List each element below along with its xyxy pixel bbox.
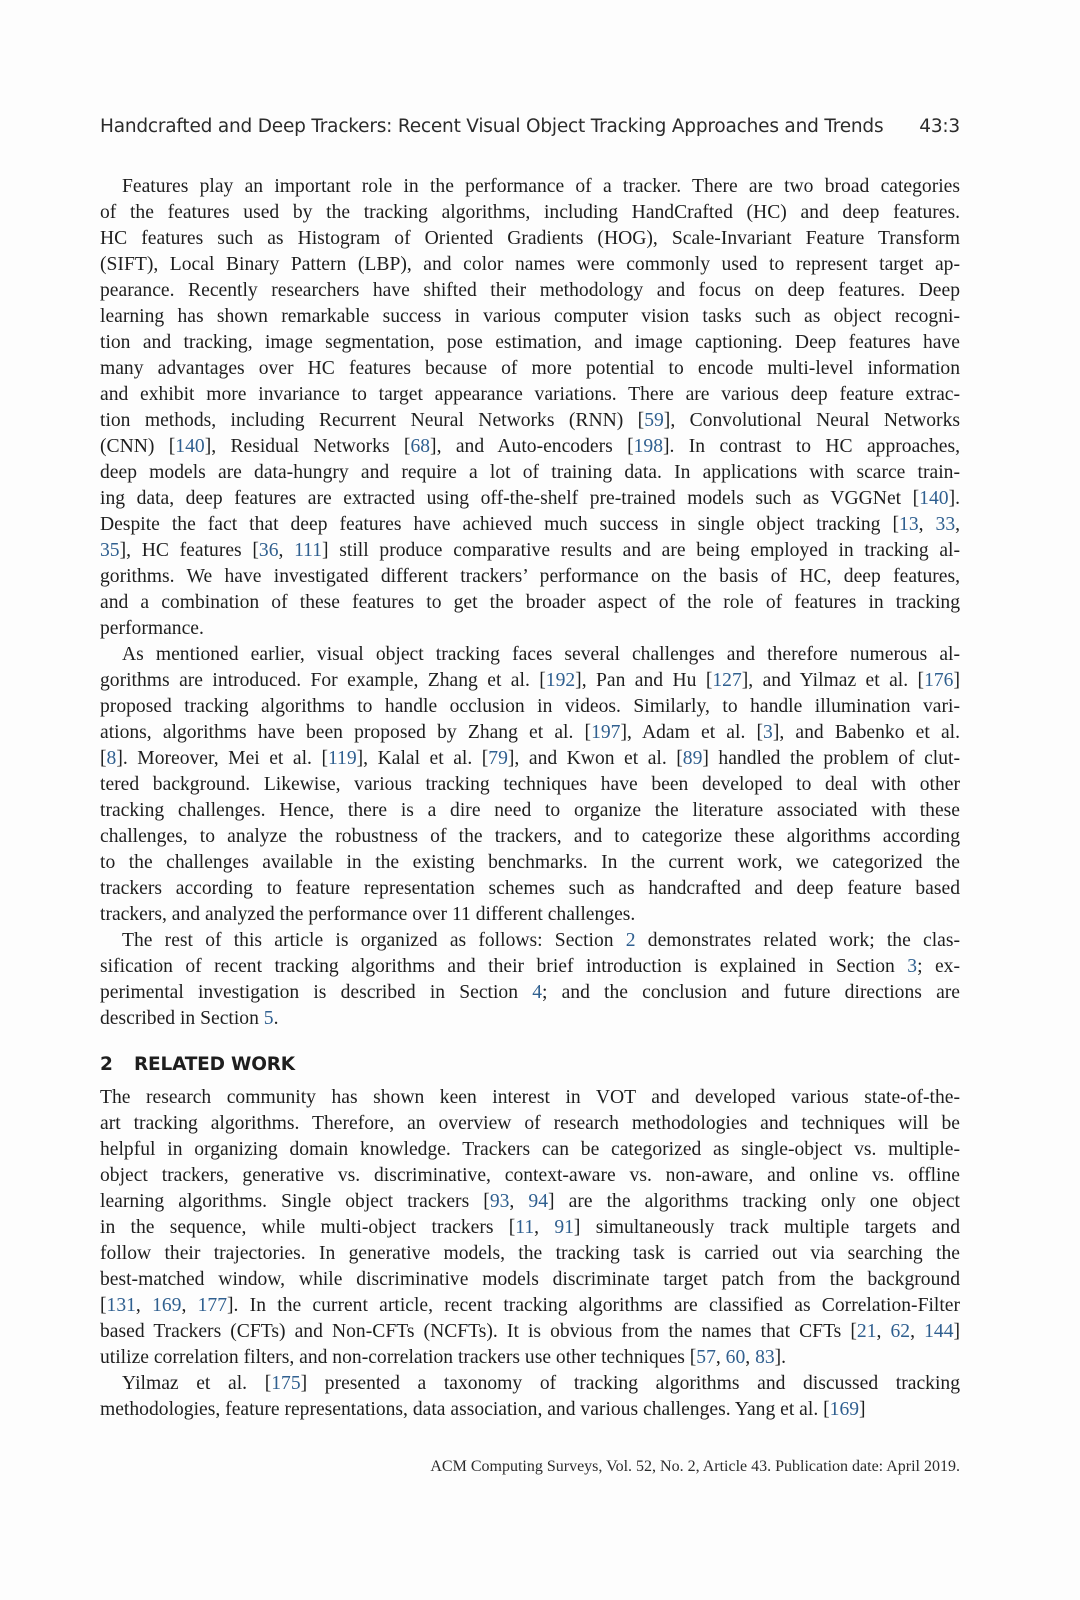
text-line [100,954,960,980]
citation-link[interactable]: 83 [755,1347,775,1368]
text-line [100,1397,960,1423]
text-line [100,382,960,408]
citation-link[interactable]: 35 [100,540,120,561]
paragraph [100,642,960,928]
text-line [100,824,960,850]
text-run: ] are the algorithms tracking only one object [548,1191,960,1212]
text-run: ing data, deep features are extracted using off-the-shelf pre-trained models such as VGGNet [ [100,488,920,509]
text-run: [ [100,748,107,769]
text-line [100,850,960,876]
text-run: ], Pan and Hu [ [575,670,713,691]
citation-link[interactable]: 169 [829,1399,860,1420]
page-number: 43:3 [919,116,960,137]
citation-link[interactable]: 62 [890,1321,911,1342]
text-line [100,460,960,486]
citation-link[interactable]: 169 [152,1295,182,1316]
text-line [100,1111,960,1137]
text-run: ]. In the current article, recent tracking algorithms are classified as Correlation-Filter [227,1295,961,1316]
citation-link[interactable]: 4 [532,982,542,1003]
citation-link[interactable]: 119 [327,748,357,769]
text-run: follow their trajectories. In generative models, the tracking task is carried out via searching the [100,1243,960,1264]
text-run: , [876,1321,891,1342]
text-run: ], Residual Networks [ [204,436,411,457]
text-run: object trackers, generative vs. discriminative, context-aware vs. non-aware, and online vs. offline [100,1165,960,1186]
text-run: demonstrates related work; the clas- [635,930,961,951]
text-run: trackers, and analyzed the performance over 11 different challenges. [100,904,636,925]
citation-link[interactable]: 175 [271,1373,301,1394]
text-line [100,304,960,330]
text-line [100,226,960,252]
text-line [100,746,960,772]
text-line [100,252,960,278]
text-run: tion and tracking, image segmentation, pose estimation, and image captioning. Deep features have [100,332,960,353]
running-title: Handcrafted and Deep Trackers: Recent Visual Object Tracking Approaches and Trends [100,116,884,137]
text-run: ]. Moreover, Mei et al. [ [116,748,328,769]
text-run: ] still produce comparative results and are being employed in tracking al- [322,540,960,561]
text-run: , [534,1217,555,1238]
citation-link[interactable]: 13 [899,514,919,535]
article-body [100,174,960,1423]
text-run: ] presented a taxonomy of tracking algorithms and discussed tracking [300,1373,960,1394]
text-run: [ [100,1295,107,1316]
text-run: proposed tracking algorithms to handle occlusion in videos. Similarly, to handle illumination vari- [100,696,960,717]
text-run: Despite the fact that deep features have achieved much success in single object tracking [ [100,514,900,535]
text-line [100,902,960,928]
text-run: best-matched window, while discriminative models discriminate target patch from the background [100,1269,960,1290]
text-line [100,928,960,954]
text-line [100,434,960,460]
text-line [100,616,960,642]
text-run: Yilmaz et al. [ [122,1373,272,1394]
citation-link[interactable]: 93 [489,1191,510,1212]
text-run: challenges, to analyze the robustness of the trackers, and to categorize these algorithms according [100,826,960,847]
citation-link[interactable]: 8 [106,748,117,769]
text-run: to the challenges available in the existing benchmarks. In the current work, we categorized the [100,852,960,873]
citation-link[interactable]: 91 [554,1217,574,1238]
text-run: ], HC features [ [119,540,259,561]
text-run: The research community has shown keen interest in VOT and developed various state-of-the- [100,1087,960,1108]
text-line [100,720,960,746]
text-run: many advantages over HC features because of more potential to encode multi-level information [100,358,960,379]
text-run: , [509,1191,529,1212]
text-line [100,356,960,382]
citation-link[interactable]: 198 [633,436,663,457]
text-line [100,772,960,798]
text-run: ; ex- [917,956,960,977]
text-run: . [273,1008,279,1029]
text-run: ], and Auto-encoders [ [430,436,634,457]
text-line [100,876,960,902]
citation-link[interactable]: 94 [528,1191,548,1212]
text-line [100,668,960,694]
text-run: ], and Kwon et al. [ [507,748,683,769]
text-line [100,486,960,512]
text-run: ], Adam et al. [ [620,722,764,743]
text-run: , [910,1321,925,1342]
text-run: , [918,514,936,535]
text-run: art tracking algorithms. Therefore, an overview of research methodologies and techniques will be [100,1113,960,1134]
text-line [100,1085,960,1111]
text-line [100,1267,960,1293]
text-line [100,1293,960,1319]
paragraph [100,1085,960,1371]
citation-link[interactable]: 197 [591,722,621,743]
citation-link[interactable]: 2 [625,930,636,951]
text-run: performance. [100,618,204,639]
text-run: utilize correlation filters, and non-correlation trackers use other techniques [ [100,1347,697,1368]
text-run: of the features used by the tracking algorithms, including HandCrafted (HC) and deep features. [100,202,960,223]
text-run: in the sequence, while multi-object trackers [ [100,1217,516,1238]
citation-link[interactable]: 140 [175,436,205,457]
citation-link[interactable]: 59 [644,410,664,431]
paragraph [100,928,960,1032]
citation-link[interactable]: 111 [294,540,323,561]
text-line [100,694,960,720]
text-line [100,1163,960,1189]
citation-link[interactable]: 68 [410,436,431,457]
citation-link[interactable]: 3 [763,722,773,743]
citation-link[interactable]: 60 [725,1347,746,1368]
text-run: (CNN) [ [100,436,176,457]
text-run: gorithms are introduced. For example, Zhang et al. [ [100,670,546,691]
text-run: ], and Yilmaz et al. [ [741,670,925,691]
intro-paragraphs [100,174,960,1032]
text-run: gorithms. We have investigated different trackers’ performance on the basis of HC, deep features, [100,566,960,587]
paragraph [100,174,960,642]
citation-link[interactable]: 3 [907,956,918,977]
text-line [100,408,960,434]
text-run: HC features such as Histogram of Oriented Gradients (HOG), Scale-Invariant Feature Transform [100,228,960,249]
text-run: tion methods, including Recurrent Neural Networks (RNN) [ [100,410,645,431]
text-run: based Trackers (CFTs) and Non-CFTs (NCFTs). It is obvious from the names that CFTs [ [100,1321,857,1342]
text-line [100,590,960,616]
paragraph [100,1371,960,1423]
text-line [100,200,960,226]
text-line [100,1319,960,1345]
citation-link[interactable]: 89 [682,748,703,769]
text-run: methodologies, feature representations, data association, and various challenges. Yang et al. [ [100,1399,830,1420]
text-line [100,1345,960,1371]
text-line [100,798,960,824]
text-run: (SIFT), Local Binary Pattern (LBP), and color names were commonly used to represent target ap- [100,254,960,275]
text-run: , [181,1295,198,1316]
text-line [100,564,960,590]
text-run: helpful in organizing domain knowledge. Trackers can be categorized as single-object vs. multiple- [100,1139,960,1160]
citation-link[interactable]: 177 [197,1295,228,1316]
text-run: and exhibit more invariance to target appearance variations. There are various deep feature extrac- [100,384,960,405]
text-run: tracking challenges. Hence, there is a dire need to organize the literature associated with these [100,800,960,821]
text-line [100,1006,960,1032]
text-run: trackers according to feature representation schemes such as handcrafted and deep feature based [100,878,960,899]
text-run: ]. [774,1347,787,1368]
text-run: , [135,1295,153,1316]
text-run: ] [953,670,960,691]
text-run: sification of recent tracking algorithms and their brief introduction is explained in Section [100,956,908,977]
text-run: ]. [948,488,960,509]
text-run: pearance. Recently researchers have shifted their methodology and focus on deep features. Deep [100,280,960,301]
text-run: , [955,514,961,535]
text-line [100,1241,960,1267]
text-run: ] [859,1399,866,1420]
text-run: ations, algorithms have been proposed by Zhang et al. [ [100,722,592,743]
text-run: perimental investigation is described in Section [100,982,533,1003]
text-line [100,1371,960,1397]
text-run: learning has shown remarkable success in various computer vision tasks such as object recogni- [100,306,960,327]
text-run: ] simultaneously track multiple targets and [573,1217,960,1238]
text-run: ] [953,1321,961,1342]
text-line [100,330,960,356]
text-run: learning algorithms. Single object trackers [ [100,1191,490,1212]
text-line [100,512,960,538]
text-run: and a combination of these features to get the broader aspect of the role of features in tracking [100,592,960,613]
text-line [100,1215,960,1241]
text-line [100,980,960,1006]
citation-link[interactable]: 140 [919,488,949,509]
section-number: 2 [100,1054,113,1075]
text-run: ] handled the problem of clut- [702,748,960,769]
citation-link[interactable]: 36 [258,540,279,561]
citation-link[interactable]: 57 [696,1347,716,1368]
text-run: ], Convolutional Neural Networks [663,410,960,431]
section-title: RELATED WORK [134,1054,295,1075]
text-run: ; and the conclusion and future directions are [541,982,960,1003]
text-run: Features play an important role in the performance of a tracker. There are two broad categories [122,176,960,197]
text-run: , [278,540,295,561]
citation-link[interactable]: 144 [924,1321,954,1342]
text-line [100,642,960,668]
text-run: , [745,1347,756,1368]
citation-link[interactable]: 21 [856,1321,877,1342]
text-run: , [715,1347,726,1368]
text-run: ], Kalal et al. [ [356,748,489,769]
citation-link[interactable]: 127 [712,670,742,691]
related-work-paragraphs [100,1085,960,1423]
text-run: tered background. Likewise, various tracking techniques have been developed to deal with other [100,774,960,795]
text-run: described in Section [100,1008,264,1029]
journal-footer: ACM Computing Surveys, Vol. 52, No. 2, Article 43. Publication date: April 2019. [430,1458,960,1475]
citation-link[interactable]: 5 [263,1008,274,1029]
text-line [100,278,960,304]
text-run: The rest of this article is organized as follows: Section [122,930,626,951]
text-line [100,174,960,200]
text-run: As mentioned earlier, visual object tracking faces several challenges and therefore numerous al- [122,644,960,665]
text-line [100,538,960,564]
section-heading [100,1052,960,1078]
text-line [100,1189,960,1215]
citation-link[interactable]: 176 [924,670,954,691]
text-line [100,1137,960,1163]
citation-link[interactable]: 11 [515,1217,535,1238]
text-run: ]. In contrast to HC approaches, [663,436,961,457]
text-run: ], and Babenko et al. [772,722,960,743]
citation-link[interactable]: 131 [106,1295,136,1316]
text-run: deep models are data-hungry and require a lot of training data. In applications with scarce train- [100,462,960,483]
citation-link[interactable]: 192 [545,670,576,691]
citation-link[interactable]: 79 [488,748,508,769]
citation-link[interactable]: 33 [935,514,956,535]
